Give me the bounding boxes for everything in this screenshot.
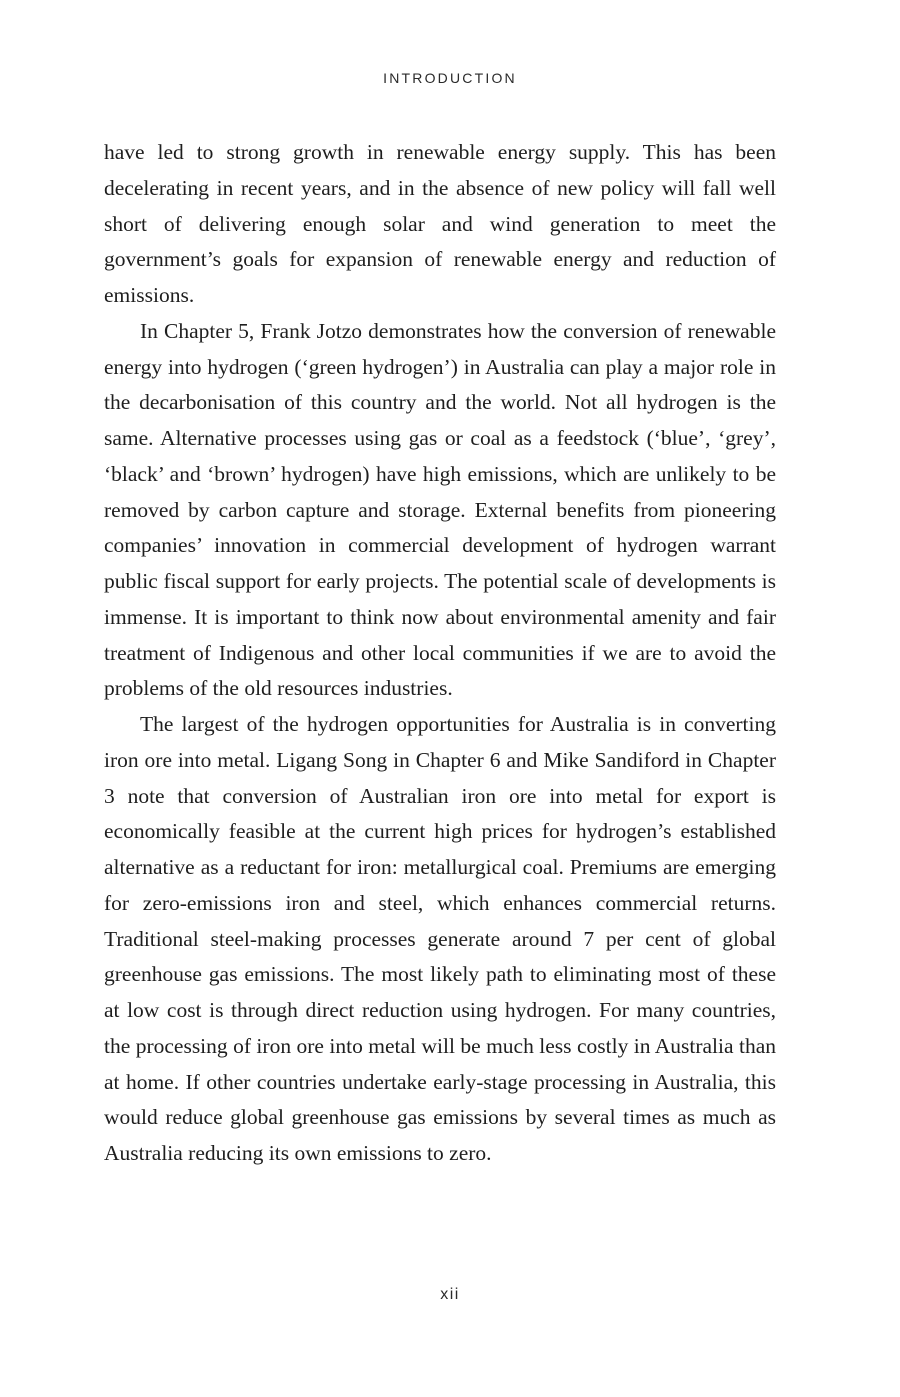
body-text bbox=[104, 135, 776, 1172]
page-number: xii bbox=[440, 1286, 460, 1303]
running-head: INTRODUCTION bbox=[383, 70, 517, 86]
paragraph-chapter-5: In Chapter 5, Frank Jotzo demonstrates how the conversion of renewable energy into hydrogen (‘green hydrogen’) in Australia can play a major role in the decarbonisation of this country and the world. Not all hydrogen is the same. Alternative processes using gas or coal as a feedstock (‘blue’, ‘grey’, ‘black’ and ‘brown’ hydrogen) have high emissions, which are unlikely to be removed by carbon capture and storage. External benefits from pioneering companies’ innovation in commercial development of hydrogen warrant public fiscal support for early projects. The potential scale of developments is immense. It is important to think now about environmental amenity and fair treatment of Indigenous and other local communities if we are to avoid the problems of the old resources industries. bbox=[104, 318, 776, 701]
paragraph-hydrogen-iron: The largest of the hydrogen opportunities for Australia is in converting iron ore into metal. Ligang Song in Chapter 6 and Mike Sandiford in Chapter 3 note that conversion of Australian iron ore into metal for export is economically feasible at the current high prices for hydrogen’s established alternative as a reductant for iron: metallurgical coal. Premiums are emerging for zero-emissions iron and steel, which enhances commercial returns. Traditional steel-making processes generate around 7 per cent of global greenhouse gas emissions. The most likely path to eliminating most of these at low cost is through direct reduction using hydrogen. For many countries, the processing of iron ore into metal will be much less costly in Australia than at home. If other countries undertake early-stage processing in Australia, this would reduce global greenhouse gas emissions by several times as much as Australia reducing its own emissions to zero. bbox=[104, 712, 776, 1165]
paragraph-continued: have led to strong growth in renewable energy supply. This has been decelerating in recent years, and in the absence of new policy will fall well short of delivering enough solar and wind generation to meet the government’s goals for expansion of renewable energy and reduction of emissions. bbox=[104, 140, 776, 307]
